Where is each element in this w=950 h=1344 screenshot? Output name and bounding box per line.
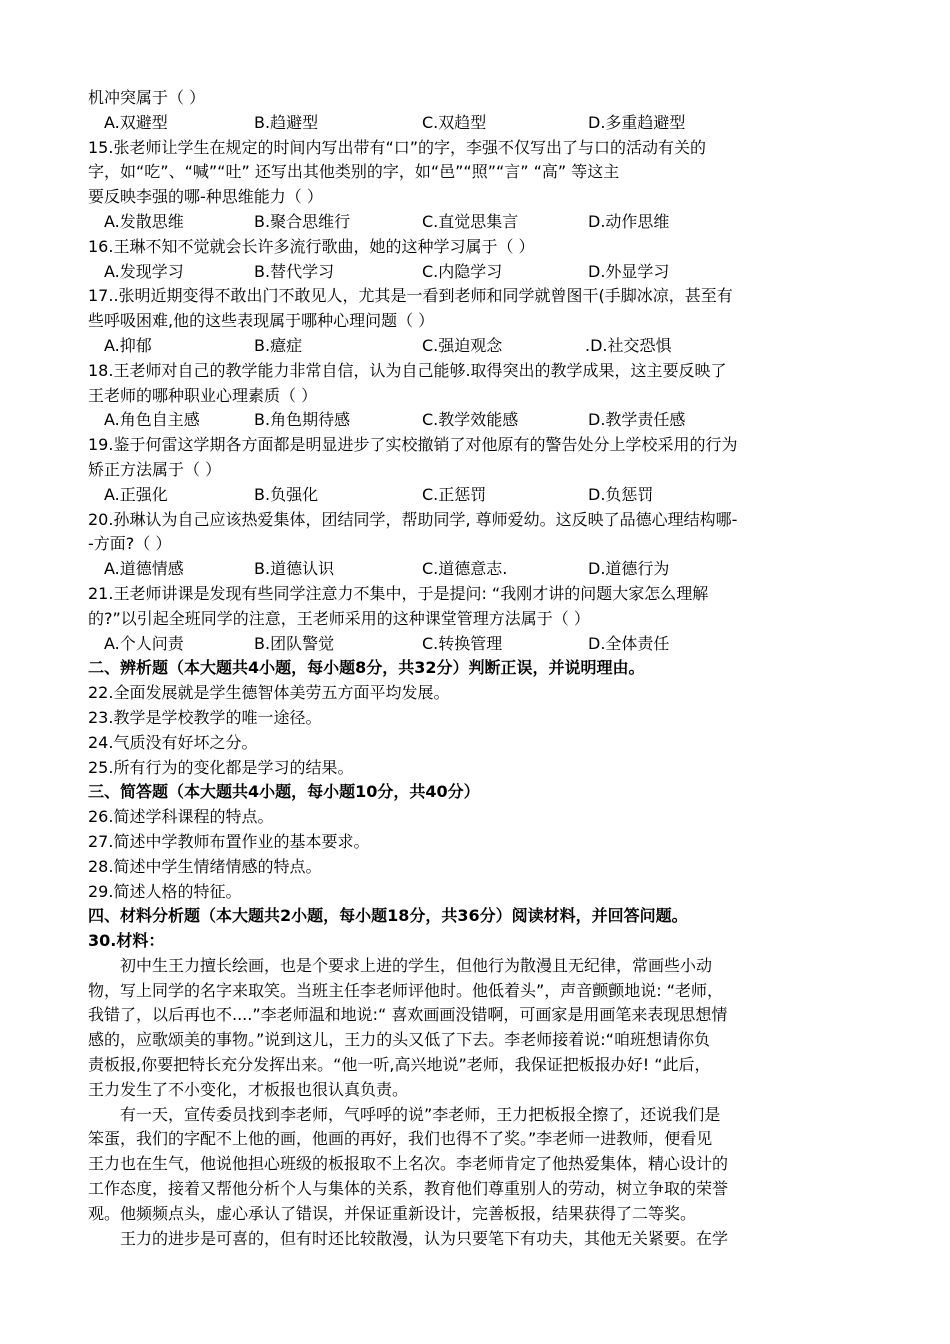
question-14-tail: 机冲突属于（ ） [88,88,206,107]
option-d: .D.社交恐惧 [585,335,672,355]
section-2-heading: 二、辨析题（本大题共4小题，每小题8分，共32分）判断正误，并说明理由。 [88,658,645,678]
question-28: 28.简述中学生情绪情感的特点。 [88,856,322,876]
question-15-line-3: 要反映李强的哪-种思维能力（ ） [88,187,323,207]
material-p1-line: 感的，应歌颂美的事物。”说到这儿，王力的头又低了下去。李老师接着说:“咱班想请你负 [88,1030,710,1050]
option-d: D.全体责任 [588,633,670,653]
question-14-options [88,111,868,136]
question-24: 24.气质没有好坏之分。 [88,732,258,752]
material-paragraph-2 [88,1103,868,1227]
question-25: 25.所有行为的变化都是学习的结果。 [88,757,354,777]
material-p2-line: 工作态度，接着又帮他分析个人与集体的关系，教育他们尊重别人的劳动，树立争取的荣誉 [88,1179,729,1199]
question-17-line-2: 些呼吸困难,他的这些表现属于哪种心理问题（ ） [88,311,435,331]
option-a: A.发散思维 [104,211,184,231]
material-p2-line: 观。他频频点头，虚心承认了错误，并保证重新设计，完善板报，结果获得了二等奖。 [88,1203,697,1223]
option-a: A.道德情感 [104,559,184,579]
question-19-options [88,483,868,508]
option-d: D.道德行为 [588,559,670,579]
question-19-line-1: 19.鉴于何雷这学期各方面都是明显进步了实校撤销了对他原有的警告处分上学校采用的行为 [88,435,738,455]
material-p1-line: 王力发生了不小变化，才板报也很认真负责。 [88,1079,409,1099]
option-b: B.负强化 [254,484,319,504]
option-b: B.团队警觉 [254,633,335,653]
option-c: C.转换管理 [422,633,503,653]
question-27: 27.简述中学教师布置作业的基本要求。 [88,831,370,851]
section-4-heading: 四、材料分析题（本大题共2小题，每小题18分，共36分）阅读材料，并回答问题。 [88,906,688,926]
option-c: C.双趋型 [422,112,487,132]
option-b: B.道德认识 [254,559,335,579]
question-30-label: 30.材料： [88,931,165,951]
question-16-options [88,260,868,285]
material-p3-line: 王力的进步是可喜的，但有时还比较散漫，认为只要笔下有功夫，其他无关紧要。在学 [120,1228,729,1248]
material-p2-line: 王力也在生气，他说他担心班级的板报取不上名次。李老师肯定了他热爱集体，精心设计的 [88,1154,729,1174]
option-a: A.个人问责 [104,633,184,653]
question-21-line-2: 的?”以引起全班同学的注意，王老师采用的这种课堂管理方法属于（ ） [88,608,590,628]
question-21-options [88,632,868,657]
option-b: B.癔症 [254,335,303,355]
question-15-line-1: 15.张老师让学生在规定的时间内写出带有“口”的字，李强不仅写出了与口的活动有关的 [88,137,707,157]
material-p1-line: 责板报,你要把特长充分发挥出来。“他一听,高兴地说”老师，我保证把板报办好! “此后， [88,1055,711,1075]
option-a: A.双避型 [104,112,168,132]
option-b: B.替代学习 [254,261,335,281]
question-20-options [88,557,868,582]
exam-page [88,86,868,1251]
option-d: D.动作思维 [588,211,670,231]
material-p1-line: 初中生王力擅长绘画，也是个要求上进的学生，但他行为散漫且无纪律，常画些小动 [120,955,713,975]
question-15-options [88,210,868,235]
question-29: 29.简述人格的特征。 [88,881,242,901]
option-a: A.抑郁 [104,335,152,355]
option-d: D.多重趋避型 [588,112,686,132]
question-16-line-1: 16.王琳不知不觉就会长许多流行歌曲，她的这种学习属于（ ） [88,236,535,256]
option-b: B.聚合思维行 [254,211,351,231]
option-c: C.教学效能感 [422,410,519,430]
question-22: 22.全面发展就是学生德智体美劳五方面平均发展。 [88,683,450,703]
option-a: A.发现学习 [104,261,184,281]
material-p1-line: 我错了，以后再也不....”李老师温和地说:“ 喜欢画画没错啊，可画家是用画笔来表现思想情 [88,1005,728,1025]
option-b: B.角色期待感 [254,410,351,430]
option-a: A.角色自主感 [104,410,200,430]
question-18-line-2: 王老师的哪种职业心理素质（ ） [88,385,318,405]
option-d: D.教学责任感 [588,410,686,430]
option-c: C.正惩罚 [422,484,487,504]
option-b: B.趋避型 [254,112,319,132]
option-d: D.负惩罚 [588,484,654,504]
material-p1-line: 物，写上同学的名字来取笑。当班主任李老师评他时。他低着头”，声音颤颤地说: “老师， [88,980,724,1000]
question-23: 23.教学是学校教学的唯一途径。 [88,707,322,727]
question-20-line-2: -方面?（ ） [88,534,172,554]
option-c: C.直觉思集言 [422,211,519,231]
option-c: C.强迫观念 [422,335,503,355]
option-d: D.外显学习 [588,261,670,281]
material-p2-line: 有一天，宣传委员找到李老师，气呼呼的说”李老师，王力把板报全擦了，还说我们是 [120,1104,721,1124]
option-c: C.内隐学习 [422,261,503,281]
material-paragraph-1 [88,954,868,1103]
question-17-line-1: 17..张明近期变得不敢出门不敢见人，尤其是一看到老师和同学就曾图干(手脚冰凉，甚至有 [88,286,733,306]
option-a: A.正强化 [104,484,168,504]
question-18-line-1: 18.王老师对自己的教学能力非常自信，认为自己能够.取得突出的教学成果，这主要反映了 [88,360,727,380]
question-19-line-2: 矫正方法属于（ ） [88,459,222,479]
question-20-line-1: 20.孙琳认为自己应该热爱集体，团结同学，帮助同学, 尊师爱幼。这反映了品德心理结构哪- [88,509,738,529]
material-paragraph-3 [88,1227,868,1252]
option-c: C.道德意志. [422,559,508,579]
question-18-options [88,408,868,433]
material-p2-line: 笨蛋，我们的字配不上他的画，他画的再好，我们也得不了奖。”李老师一进教师，便看见 [88,1129,713,1149]
question-21-line-1: 21.王老师讲课是发现有些同学注意力不集中，于是提问: “我刚才讲的问题大家怎么理解 [88,583,709,603]
section-3-heading: 三、简答题（本大题共4小题，每小题10分，共40分） [88,782,480,802]
question-17-options [88,334,868,359]
question-26: 26.简述学科课程的特点。 [88,807,274,827]
question-15-line-2: 字，如“吃”、“喊”“吐” 还写出其他类别的字，如“邑”“照”“言” “高” 等这主 [88,162,620,182]
